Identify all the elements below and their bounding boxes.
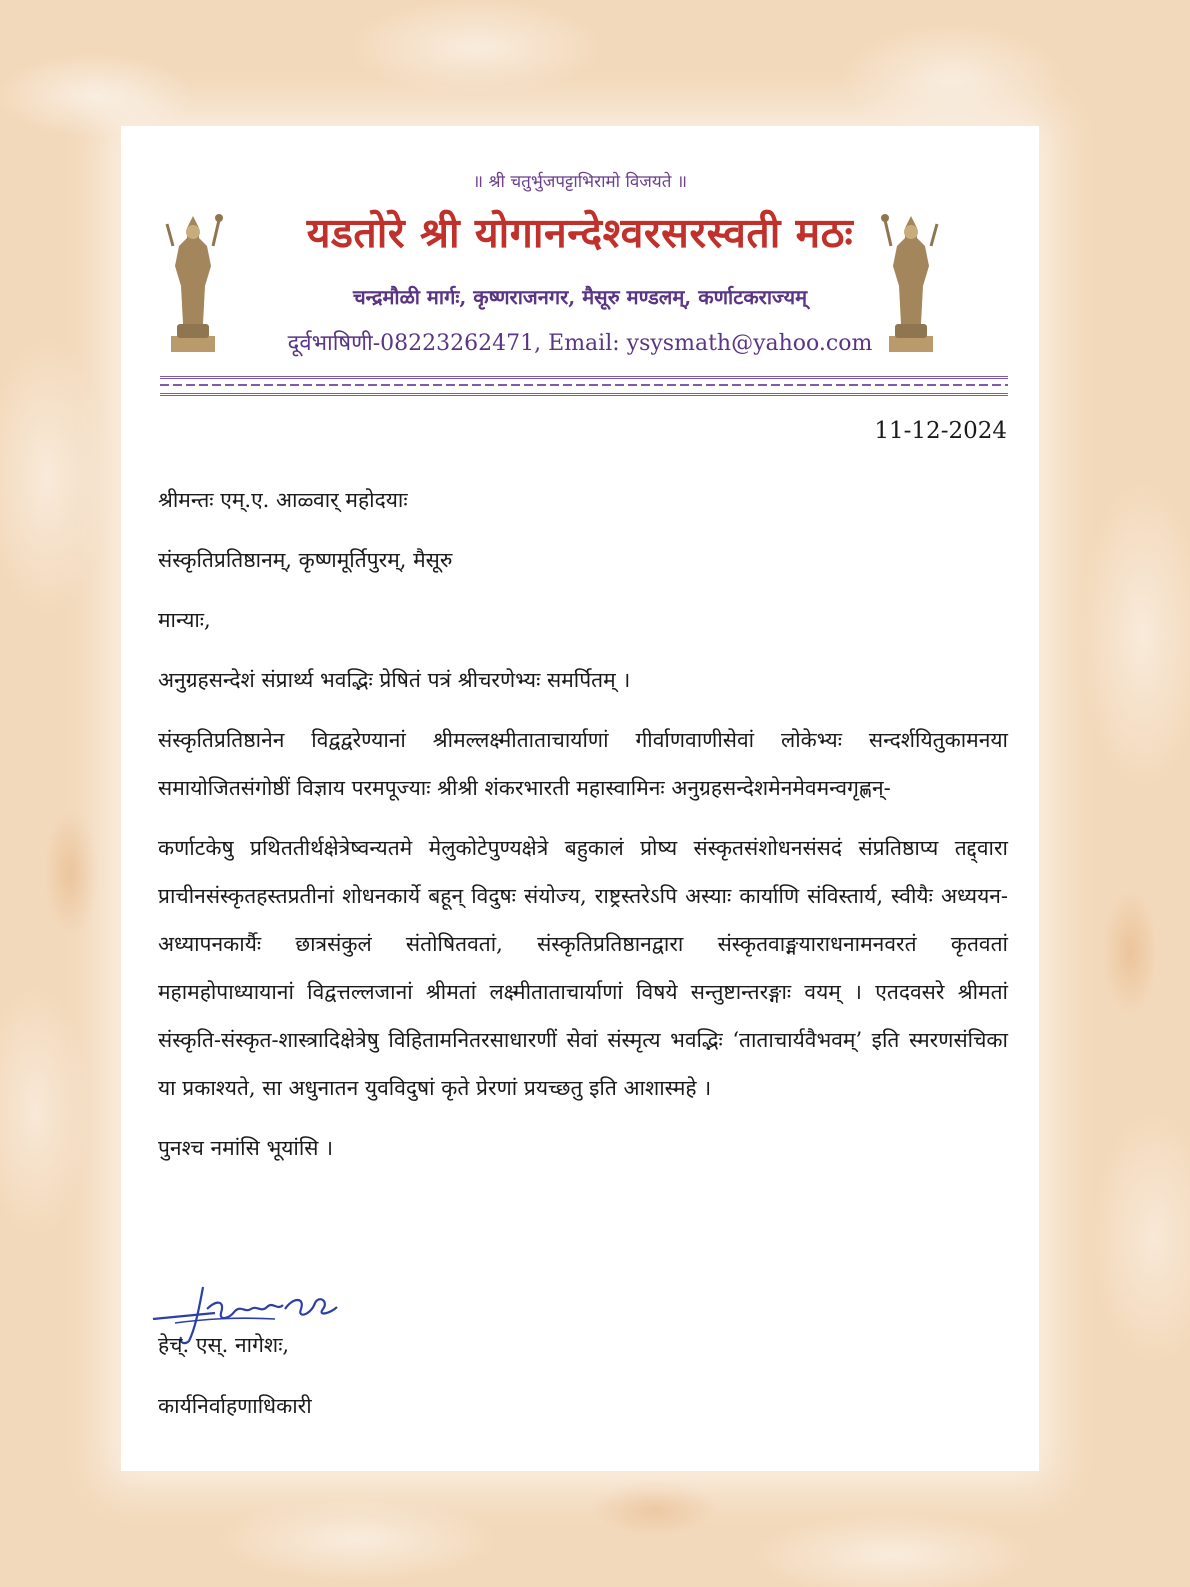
institution-contact: दूर्वभाषिणी-08223262471, Email: ysysmath@yahoo.com: [287, 331, 873, 356]
closing-line: पुनश्च नमांसि भूयांसि ।: [158, 1136, 334, 1160]
letter-date: 11-12-2024: [874, 418, 1007, 444]
recipient-name: श्रीमन्तः एम्.ए. आळ्वार् महोदयाः: [158, 488, 408, 512]
paragraph-3: कर्णाटकेषु प्रथिततीर्थक्षेत्रेष्वन्यतमे मेलुकोटेपुण्यक्षेत्रे बहुकालं प्रोष्य संस्कृतसंशोधनसंसदं संप्रतिष्ठाप्य तद्द्वारा प्राचीनसंस्कृतहस्तप्रतीनां शोधनकार्ये बहून् विदुषः संयोज्य, राष्ट्रस्तरेऽपि अस्याः कार्याणि संविस्तार्य, स्वीयैः अध्ययन-अध्यापनकार्यैः छात्रसंकुलं संतोषितवतां, संस्कृतिप्रतिष्ठानद्वारा संस्कृतवाङ्मयाराधनामनवरतं कृतवतां महामहोपाध्यायानां विद्वत्तल्लजानां श्रीमतां लक्ष्मीताताचार्याणां विषये सन्तुष्टान्तरङ्गाः वयम् । एतदवसरे श्रीमतां संस्कृति-संस्कृत-शास्त्रादिक्षेत्रेषु विहितामनितरसाधारणीं सेवां संस्मृत्य भवद्भिः ‘ताताचार्यवैभवम्’ इति स्मरणसंचिका या प्रकाश्यते, सा अधुनातन युवविदुषां कृते प्रेरणां प्रयच्छतु इति आशास्महे ।: [158, 836, 1008, 1100]
letterhead-divider: [160, 376, 1008, 396]
letter-paper: [121, 126, 1039, 1471]
letter-body: [158, 476, 1008, 1184]
paragraph-2: संस्कृतिप्रतिष्ठानेन विद्वद्वरेण्यानां श्रीमल्लक्ष्मीताताचार्याणां गीर्वाणवाणीसेवां लोकेभ्यः सन्दर्शयितुकामनया समायोजितसंगोष्ठीं विज्ञाय परमपूज्याः श्रीश्री शंकरभारती महास्वामिनः अनुग्रहसन्देशमेनमेवमन्वगृह्णन्-: [158, 728, 1008, 800]
invocation-line: ॥ श्री चतुर्भुजपट्टाभिरामो विजयते ॥: [472, 172, 688, 192]
recipient-address: संस्कृतिप्रतिष्ठानम्, कृष्णमूर्तिपुरम्, मैसूरु: [158, 548, 453, 572]
institution-address: चन्द्रमौळी मार्गः, कृष्णराजनगर, मैसूरु मण्डलम्, कर्णाटकराज्यम्: [352, 285, 808, 309]
paragraph-1: अनुग्रहसन्देशं संप्रार्थ्य भवद्भिः प्रेषितं पत्रं श्रीचरणेभ्यः समर्पितम् ।: [158, 668, 631, 692]
signatory-title: कार्यनिर्वाहणाधिकारी: [158, 1394, 312, 1418]
signatory-name: हेच्. एस्. नागेशः,: [158, 1333, 290, 1357]
institution-title: यडतोरे श्री योगानन्देश्वरसरस्वती मठः: [306, 209, 854, 257]
salutation: मान्याः,: [158, 608, 211, 632]
